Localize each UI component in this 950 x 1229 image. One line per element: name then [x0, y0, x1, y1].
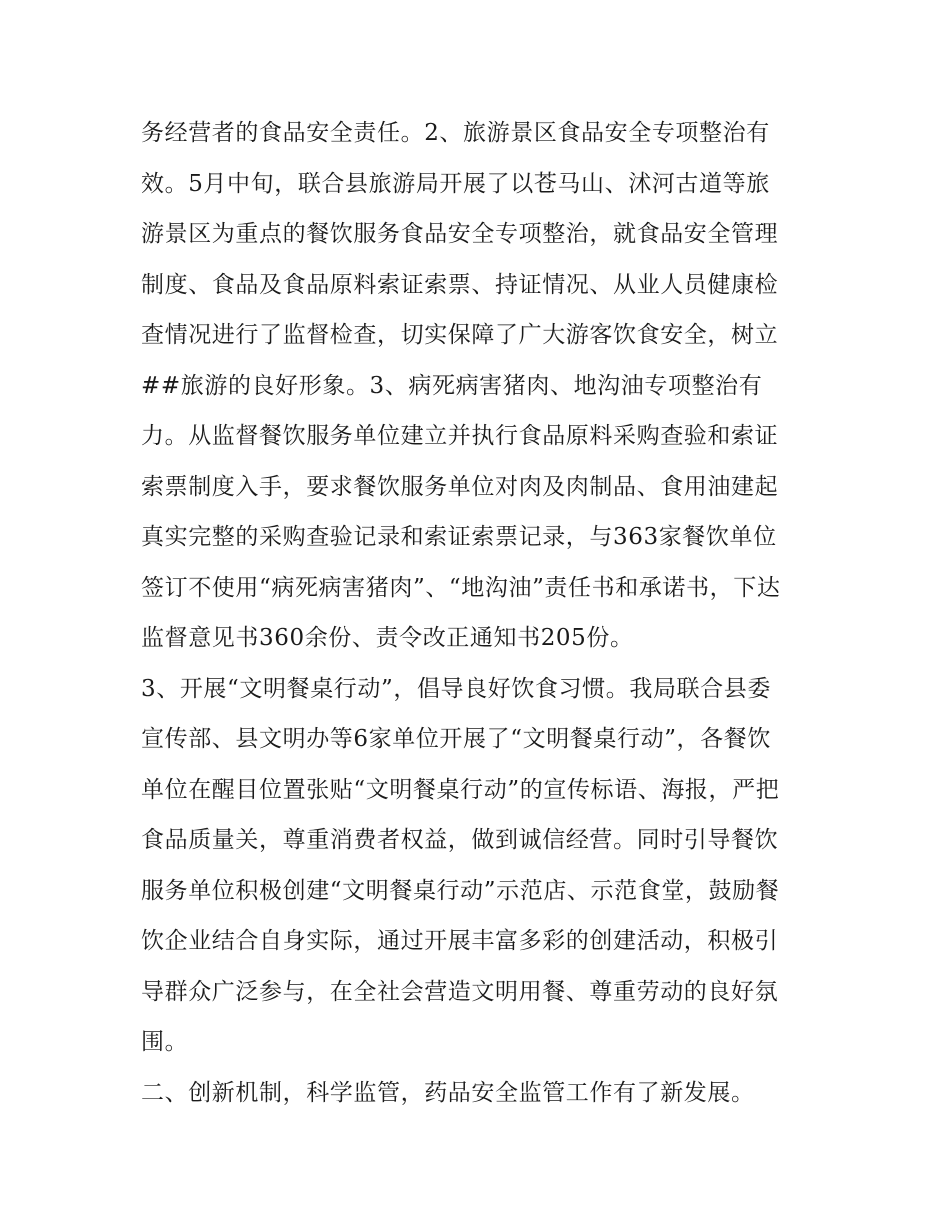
text-line: 效。5月中旬，联合县旅游局开展了以苍马山、沭河古道等旅: [141, 170, 770, 197]
document-body: [141, 108, 821, 1118]
section-heading: 二、创新机制，科学监管，药品安全监管工作有了新发展。: [141, 1079, 755, 1106]
text-line: 监督意见书360余份、责令改正通知书205份。: [141, 625, 634, 651]
text-line: 食品质量关，尊重消费者权益，做到诚信经营。同时引导餐饮: [141, 827, 779, 853]
text-line: 力。从监督餐饮服务单位建立并执行食品原料采购查验和索证: [141, 423, 779, 449]
text-line: 真实完整的采购查验记录和索证索票记录，与363家餐饮单位: [141, 524, 777, 550]
text-line: 查情况进行了监督检查，切实保障了广大游客饮食安全，树立: [141, 322, 779, 348]
text-line: 服务单位积极创建“文明餐桌行动”示范店、示范食堂，鼓励餐: [141, 877, 780, 904]
section-heading-drug-safety: [141, 1068, 821, 1119]
text-line: 务经营者的食品安全责任。2、旅游景区食品安全专项整治有: [141, 120, 770, 146]
text-line: 单位在醒目位置张贴“文明餐桌行动”的宣传标语、海报，严把: [141, 776, 780, 803]
text-line: ##旅游的良好形象。3、病死病害猪肉、地沟油专项整治有: [141, 372, 763, 399]
text-line: 围。: [141, 1029, 189, 1055]
text-line: 签订不使用“病死病害猪肉”、“地沟油”责任书和承诺书，下达: [141, 574, 781, 601]
text-line: 游景区为重点的餐饮服务食品安全专项整治，就食品安全管理: [141, 221, 779, 247]
paragraph-food-safety-campaigns: [141, 108, 821, 664]
text-line: 制度、食品及食品原料索证索票、持证情况、从业人员健康检: [141, 271, 779, 298]
paragraph-civilized-dining: [141, 664, 821, 1068]
text-line: 导群众广泛参与，在全社会营造文明用餐、尊重劳动的良好氛: [141, 978, 779, 1005]
text-line: 宣传部、县文明办等6家单位开展了“文明餐桌行动”，各餐饮: [141, 726, 771, 752]
text-line: 索票制度入手，要求餐饮服务单位对肉及肉制品、食用油建起: [141, 473, 779, 500]
text-line: 3、开展“文明餐桌行动”，倡导良好饮食习惯。我局联合县委: [141, 675, 771, 702]
text-line: 饮企业结合自身实际，通过开展丰富多彩的创建活动，积极引: [141, 928, 779, 954]
